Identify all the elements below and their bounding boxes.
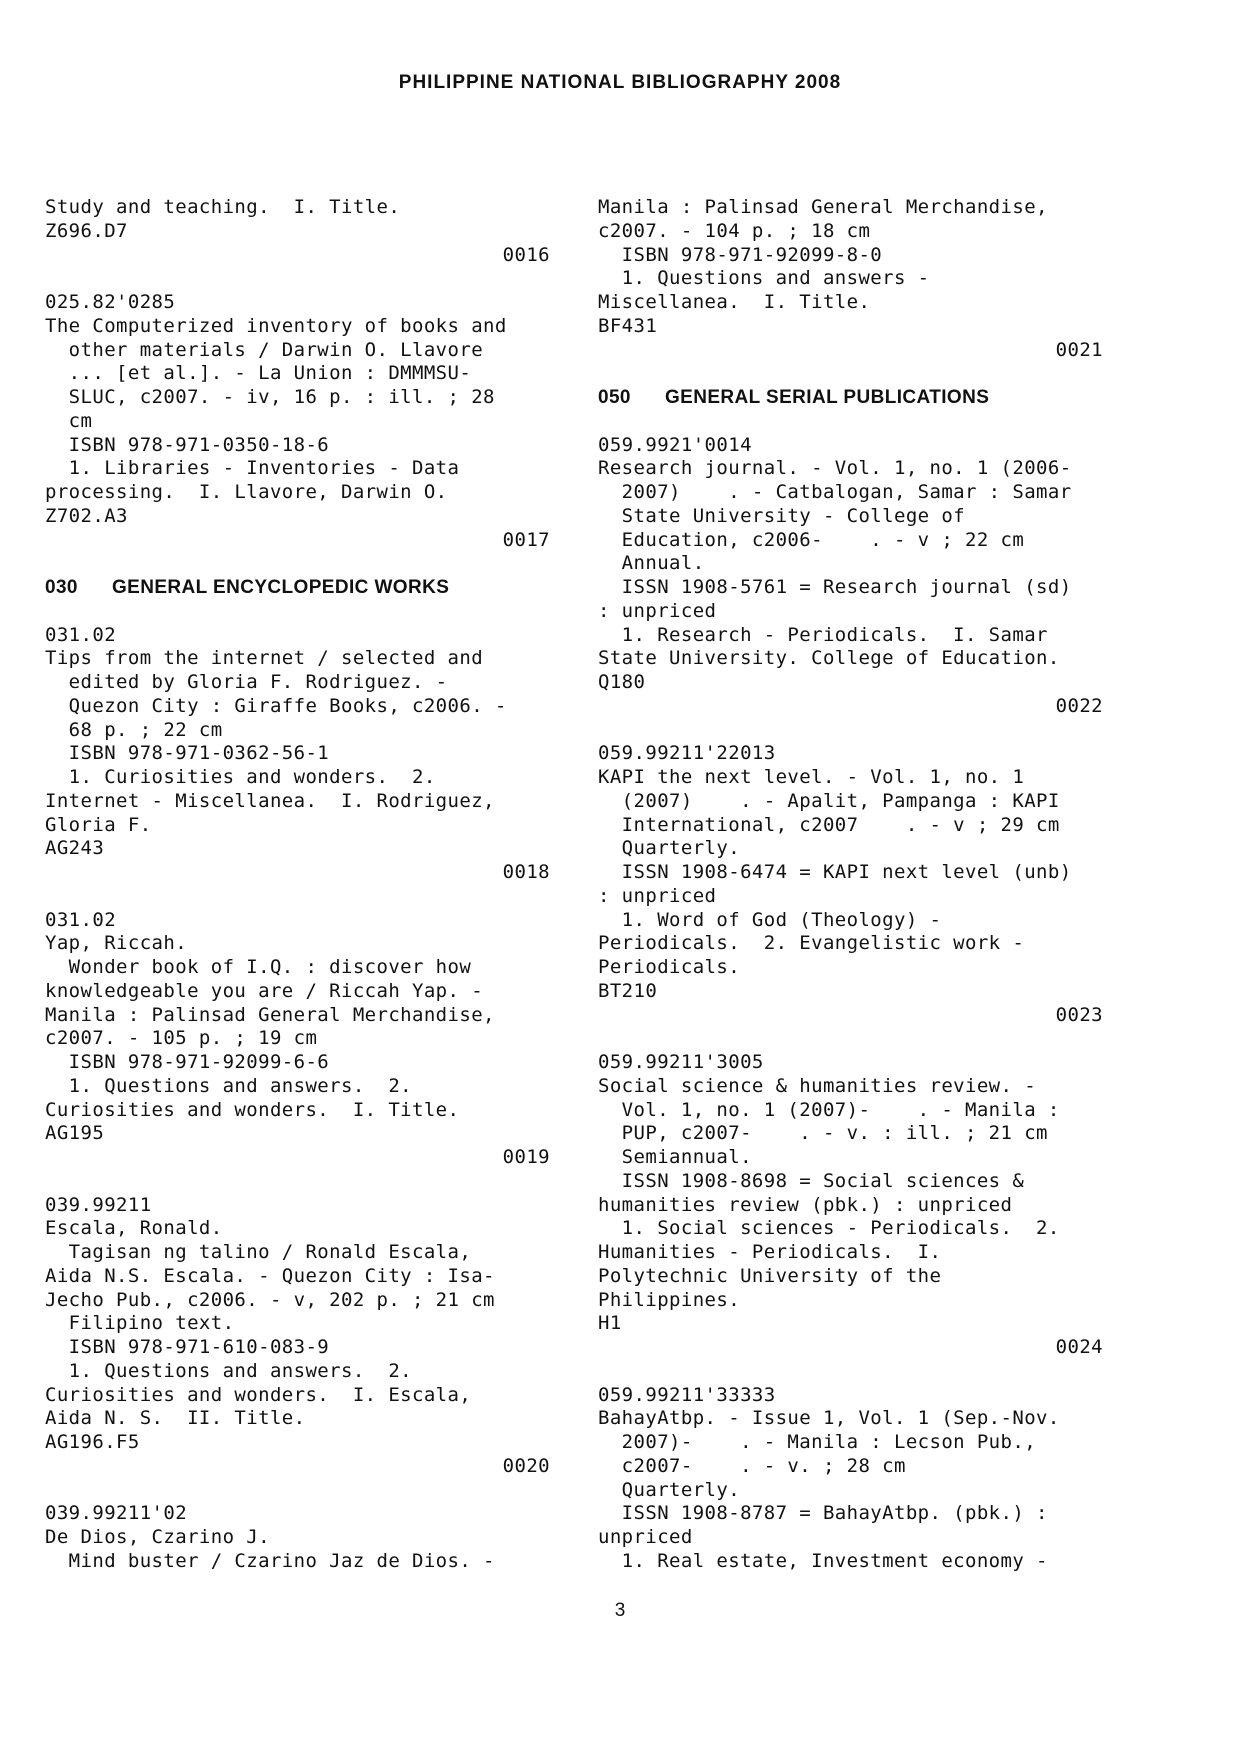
entry-line: Periodicals. 2. Evangelistic work - <box>598 932 1025 955</box>
entry-line: Yap, Riccah. <box>45 932 188 955</box>
entry-line: Manila : Palinsad General Merchandise, <box>45 1003 495 1026</box>
entry-line: State University. College of Education. <box>598 647 1060 670</box>
entry-number: 0016 <box>502 243 550 266</box>
entry-line: Q180 <box>598 671 646 693</box>
entry-line: State University - College of <box>598 504 966 527</box>
entry-line: 1. Questions and answers. 2. <box>45 1074 413 1097</box>
entry-line: Aida N.S. Escala. - Quezon City : Isa- <box>45 1264 495 1287</box>
entry-line: ISBN 978-971-92099-8-0 <box>598 243 883 266</box>
entry-line: AG243 <box>45 837 105 860</box>
entry-line: De Dios, Czarino J. <box>45 1526 270 1548</box>
entry-number: 0023 <box>1055 1003 1103 1026</box>
entry-line: 025.82'0285 <box>45 291 176 313</box>
entry-line: Tagisan ng talino / Ronald Escala, <box>45 1241 472 1263</box>
entry-number: 0019 <box>502 1146 550 1168</box>
entry-line: 039.99211 <box>45 1193 152 1216</box>
entry-line: 031.02 <box>45 623 117 646</box>
entry-line: 2007)- . - Manila : Lecson Pub., <box>598 1431 1037 1453</box>
entry-line: Aida N. S. II. Title. <box>45 1407 306 1430</box>
entry-line: Vol. 1, no. 1 (2007)- . - Manila : <box>598 1098 1060 1121</box>
entry-line: Z696.D7 <box>45 219 128 242</box>
entry-line: Research journal. - Vol. 1, no. 1 (2006- <box>598 457 1072 480</box>
entry-line: ISSN 1908-8787 = BahayAtbp. (pbk.) : <box>598 1502 1048 1525</box>
entry-line: ISSN 1908-8698 = Social sciences & <box>598 1169 1025 1192</box>
entry-line: Quezon City : Giraffe Books, c2006. - <box>45 694 507 717</box>
section-heading: 030 GENERAL ENCYCLOPEDIC WORKS <box>45 577 450 598</box>
entry-line: Internet - Miscellanea. I. Rodriguez, <box>45 789 495 812</box>
entry-line: 1. Social sciences - Periodicals. 2. <box>598 1217 1060 1240</box>
blank-line <box>45 1170 550 1194</box>
entry-line: AG195 <box>45 1122 105 1145</box>
entry-line: PUP, c2007- . - v. : ill. ; 21 cm <box>598 1122 1048 1145</box>
entry-line: c2007- . - v. ; 28 cm <box>598 1454 906 1477</box>
entry-line: : unpriced <box>598 599 717 622</box>
entry-line: Social science & humanities review. - <box>598 1074 1037 1097</box>
entry-line: AG196.F5 <box>45 1431 140 1453</box>
entry-line: KAPI the next level. - Vol. 1, no. 1 <box>598 766 1025 788</box>
blank-line <box>45 600 550 624</box>
entry-line: The Computerized inventory of books and <box>45 314 507 337</box>
entry-number: 0017 <box>502 528 550 551</box>
entry-line: ISBN 978-971-0350-18-6 <box>45 433 330 456</box>
entry-line: Mind buster / Czarino Jaz de Dios. - <box>45 1549 495 1572</box>
entry-line: 1. Libraries - Inventories - Data <box>45 457 460 480</box>
entry-line: knowledgeable you are / Riccah Yap. - <box>45 979 484 1002</box>
entry-line: 059.99211'3005 <box>598 1051 764 1073</box>
blank-line <box>45 885 550 909</box>
entry-line: Wonder book of I.Q. : discover how <box>45 956 472 978</box>
page-number: 3 <box>614 1600 626 1621</box>
entry-line: 1. Word of God (Theology) - <box>598 908 942 931</box>
entry-line: Tips from the internet / selected and <box>45 647 484 670</box>
blank-line <box>45 1479 550 1503</box>
entry-line: processing. I. Llavore, Darwin O. <box>45 481 448 503</box>
blank-line <box>598 410 1103 434</box>
entry-line: Curiosities and wonders. I. Escala, <box>45 1383 472 1406</box>
entry-line: 2007) . - Catbalogan, Samar : Samar <box>598 481 1072 503</box>
entry-line: edited by Gloria F. Rodriguez. - <box>45 671 448 693</box>
entry-number: 0020 <box>502 1454 550 1477</box>
blank-line <box>45 552 550 576</box>
blank-line <box>598 1360 1103 1384</box>
entry-line: ISBN 978-971-610-083-9 <box>45 1336 330 1358</box>
entry-line: (2007) . - Apalit, Pampanga : KAPI <box>598 789 1060 812</box>
entry-line: Humanities - Periodicals. I. <box>598 1241 942 1263</box>
entry-line: ISSN 1908-6474 = KAPI next level (unb) <box>598 861 1072 883</box>
blank-line <box>598 1027 1103 1051</box>
entry-line: c2007. - 105 p. ; 19 cm <box>45 1027 318 1050</box>
entry-number: 0024 <box>1055 1336 1103 1358</box>
entry-line: Semiannual. <box>598 1146 752 1168</box>
entry-line: Education, c2006- . - v ; 22 cm <box>598 528 1025 551</box>
entry-line: 1. Curiosities and wonders. 2. <box>45 766 436 788</box>
blank-line <box>598 719 1103 743</box>
entry-line: Curiosities and wonders. I. Title. <box>45 1098 460 1121</box>
entry-line: SLUC, c2007. - iv, 16 p. : ill. ; 28 <box>45 386 495 408</box>
entry-line: 68 p. ; 22 cm <box>45 718 223 741</box>
entry-line: Quarterly. <box>598 1478 741 1501</box>
entry-line: Philippines. <box>598 1288 741 1311</box>
entry-line: Jecho Pub., c2006. - v, 202 p. ; 21 cm <box>45 1288 495 1311</box>
entry-line: BahayAtbp. - Issue 1, Vol. 1 (Sep.-Nov. <box>598 1407 1060 1430</box>
entry-line: other materials / Darwin O. Llavore <box>45 338 484 361</box>
entry-line: unpriced <box>598 1526 693 1548</box>
entry-line: International, c2007 . - v ; 29 cm <box>598 813 1060 836</box>
entry-line: : unpriced <box>598 884 717 907</box>
entry-line: BF431 <box>598 314 658 337</box>
entry-line: Escala, Ronald. <box>45 1217 223 1240</box>
entry-number: 0022 <box>1055 694 1103 717</box>
entry-line: H1 <box>598 1312 622 1335</box>
entry-line: 031.02 <box>45 908 117 931</box>
left-column <box>45 196 550 1574</box>
blank-line <box>45 267 550 291</box>
entry-line: ISBN 978-971-92099-6-6 <box>45 1051 330 1073</box>
entry-line: Periodicals. <box>598 956 741 978</box>
entry-line: cm <box>45 409 93 432</box>
entry-line: ISBN 978-971-0362-56-1 <box>45 742 330 765</box>
entry-line: BT210 <box>598 979 658 1002</box>
entry-line: Gloria F. <box>45 813 152 836</box>
page-title: PHILIPPINE NATIONAL BIBLIOGRAPHY 2008 <box>398 72 842 93</box>
entry-line: 059.99211'22013 <box>598 742 776 765</box>
entry-number: 0021 <box>1055 338 1103 361</box>
entry-line: ISSN 1908-5761 = Research journal (sd) <box>598 576 1072 598</box>
entry-line: 1. Questions and answers - <box>598 267 930 290</box>
entry-line: c2007. - 104 p. ; 18 cm <box>598 219 871 242</box>
entry-line: Z702.A3 <box>45 504 128 527</box>
entry-line: Manila : Palinsad General Merchandise, <box>598 196 1048 218</box>
entry-line: Miscellanea. I. Title. <box>598 291 871 313</box>
entry-line: 059.9921'0014 <box>598 433 752 456</box>
section-heading: 050 GENERAL SERIAL PUBLICATIONS <box>598 387 990 408</box>
entry-line: Study and teaching. I. Title. <box>45 196 401 218</box>
entry-line: Quarterly. <box>598 837 741 860</box>
entry-line: humanities review (pbk.) : unpriced <box>598 1193 1013 1216</box>
entry-line: 1. Real estate, Investment economy - <box>598 1549 1048 1572</box>
entry-line: Annual. <box>598 552 705 575</box>
entry-line: Polytechnic University of the <box>598 1264 942 1287</box>
entry-number: 0018 <box>502 861 550 883</box>
blank-line <box>598 362 1103 386</box>
entry-line: 1. Questions and answers. 2. <box>45 1359 413 1382</box>
entry-line: Filipino text. <box>45 1312 235 1335</box>
entry-line: 059.99211'33333 <box>598 1383 776 1406</box>
entry-line: ... [et al.]. - La Union : DMMMSU- <box>45 362 472 385</box>
entry-line: 1. Research - Periodicals. I. Samar <box>598 623 1048 646</box>
right-column <box>598 196 1103 1574</box>
entry-line: 039.99211'02 <box>45 1502 188 1525</box>
